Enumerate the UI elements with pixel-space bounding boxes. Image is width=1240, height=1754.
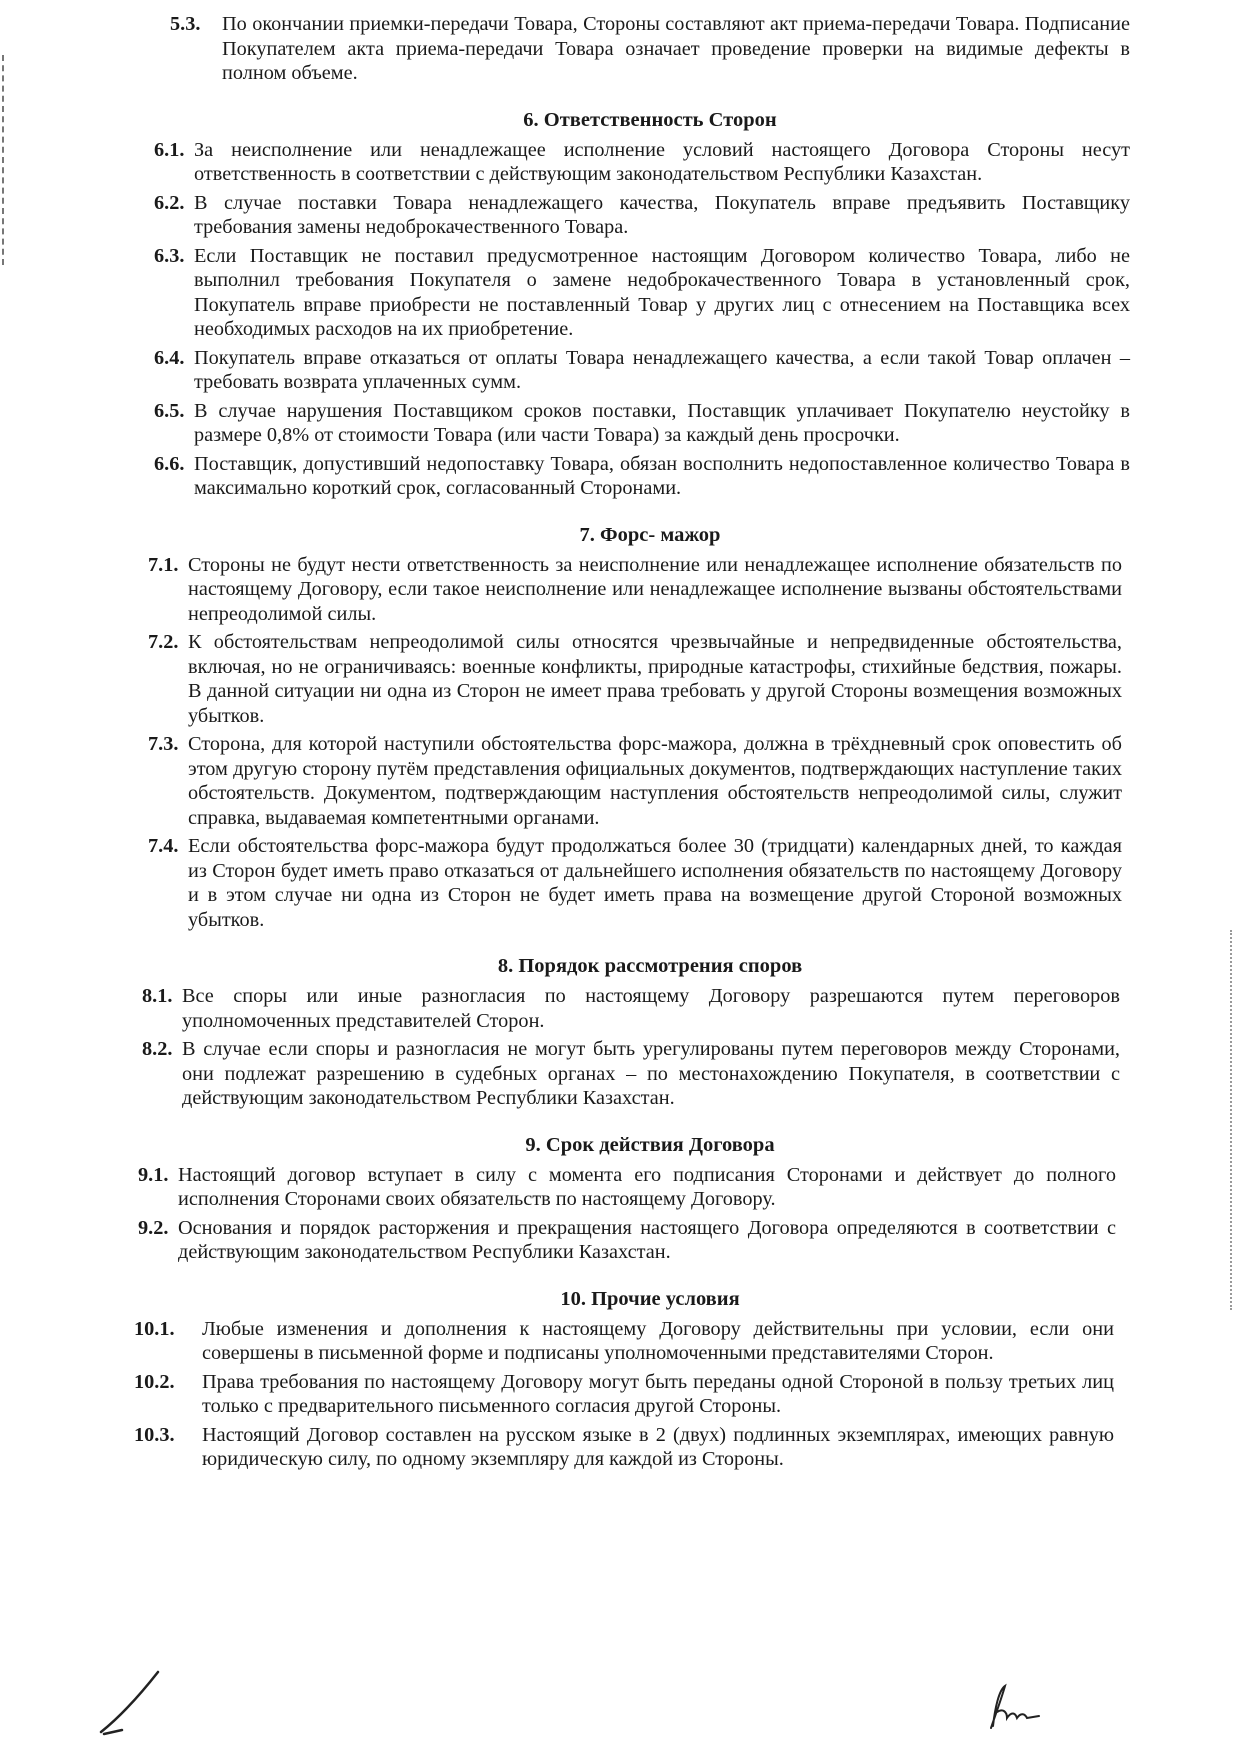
clause-number: 10.3. — [134, 1423, 175, 1446]
clause-number: 9.2. — [138, 1216, 169, 1239]
clause-text: Настоящий договор вступает в силу с момента его подписания Сторонами и действует до полного исполнения Сторонами своих обязательств по настоящему Договору. — [178, 1163, 1116, 1210]
contract-text — [134, 12, 1130, 1472]
clause-text: За неисполнение или ненадлежащее исполнение условий настоящего Договора Стороны несут ответственность в соответствии с действующим законодательством Республики Казахстан. — [194, 138, 1130, 185]
clause-text: Настоящий Договор составлен на русском языке в 2 (двух) подлинных экземплярах, имеющих равную юридическую силу, по одному экземпляру для каждой из Стороны. — [202, 1423, 1114, 1470]
clause-text: Все споры или иные разногласия по настоящему Договору разрешаются путем переговоров уполномоченных представителей Сторон. — [182, 985, 1120, 1032]
clause-text: Стороны не будут нести ответственность за неисполнение или ненадлежащее исполнение обязательств по настоящему Договору, если такое неисполнение или ненадлежащее исполнение вызваны обстоятельствами непреодолимой силы. — [188, 553, 1122, 625]
clause-number: 6.3. — [154, 244, 185, 267]
clause-text: В случае поставки Товара ненадлежащего качества, Покупатель вправе предъявить Поставщику требования замены недоброкачественного Товара. — [194, 191, 1130, 238]
scan-edge-mark — [2, 55, 7, 265]
clause-10-3 — [134, 1423, 1114, 1472]
clause-7-2 — [148, 630, 1122, 728]
clause-number: 10.2. — [134, 1370, 175, 1393]
clause-number: 7.2. — [148, 631, 179, 653]
clause-5-3 — [170, 12, 1130, 86]
clause-number: 8.1. — [142, 985, 173, 1007]
clause-9-1 — [138, 1163, 1116, 1212]
clause-6-3 — [154, 244, 1130, 342]
clause-text: Любые изменения и дополнения к настоящему Договору действительны при условии, если они совершены в письменной форме и подписаны уполномоченными представителями Сторон. — [202, 1317, 1114, 1364]
clause-7-3 — [148, 732, 1122, 830]
scan-edge-mark — [1230, 930, 1234, 1310]
clause-text: Если Поставщик не поставил предусмотренное настоящим Договором количество Товара, либо не выполнил требования Покупателя о замене недоброкачественного Товара в установленный срок, Покупатель вправе приобрести не поставленный Товар у других лиц с отнесением на Поставщика всех необходимых расходов на их приобретение. — [194, 244, 1130, 340]
section-heading-7: 7. Форс- мажор — [579, 523, 721, 546]
signature-right — [985, 1678, 1055, 1738]
clause-number: 7.1. — [148, 553, 179, 576]
section-heading-8: 8. Порядок рассмотрения споров — [497, 955, 803, 977]
clause-6-1 — [154, 138, 1130, 187]
clause-number: 9.1. — [138, 1163, 169, 1186]
clause-text: В случае если споры и разногласия не могут быть урегулированы путем переговоров между Сторонами, они подлежат разрешению в судебных органах – по местонахождению Покупателя, в соответствии с действующим законодательством Республики Казахстан. — [182, 1038, 1120, 1109]
clause-text: К обстоятельствам непреодолимой силы относятся чрезвычайные и непредвиденные обстоятельства, включая, но не ограничиваясь: военные конфликты, природные катастрофы, стихийные бедствия, пожары. В данной ситуации ни одна из Сторон не имеет права требовать у другой Стороны возмещения возможных убытков. — [188, 631, 1122, 727]
clause-number: 8.2. — [142, 1038, 173, 1060]
clause-text: Основания и порядок расторжения и прекращения настоящего Договора определяются в соответствии с действующим законодательством Республики Казахстан. — [178, 1216, 1116, 1263]
clause-text: Права требования по настоящему Договору могут быть переданы одной Стороной в пользу третьих лиц только с предварительного письменного согласия другой Стороны. — [202, 1370, 1114, 1417]
clause-text: Поставщик, допустивший недопоставку Товара, обязан восполнить недопоставленное количество Товара в максимально короткий срок, согласованный Сторонами. — [194, 452, 1130, 499]
clause-9-2 — [138, 1216, 1116, 1265]
clause-8-2 — [142, 1037, 1120, 1111]
clause-text: Сторона, для которой наступили обстоятельства форс-мажора, должна в трёхдневный срок оповестить об этом другую сторону путём представления официальных документов, подтверждающих наступление таких обстоятельств. Документом, подтверждающим наступления обстоятельств непреодолимой силы, служит справка, выдаваемая компетентными органами. — [188, 733, 1122, 829]
clause-number: 5.3. — [170, 13, 201, 35]
clause-number: 7.4. — [148, 835, 179, 857]
clause-6-5 — [154, 399, 1130, 448]
clause-text: Покупатель вправе отказаться от оплаты Товара ненадлежащего качества, а если такой Товар оплачен – требовать возврата уплаченных сумм. — [194, 346, 1130, 393]
clause-6-4 — [154, 346, 1130, 395]
clause-text: В случае нарушения Поставщиком сроков поставки, Поставщик уплачивает Покупателю неустойку в размере 0,8% от стоимости Товара (или части Товара) за каждый день просрочки. — [194, 399, 1130, 446]
clause-number: 6.5. — [154, 399, 185, 422]
clause-10-1 — [134, 1317, 1114, 1366]
clause-text: Если обстоятельства форс-мажора будут продолжаться более 30 (тридцати) календарных дней, то каждая из Сторон будет иметь право отказаться от дальнейшего исполнения обязательств по настоящему Договору и в этом случае ни одна из Сторон не будет иметь права на возмещение другой Стороной возможных убытков. — [188, 835, 1122, 931]
clause-6-2 — [154, 191, 1130, 240]
signature-left — [96, 1660, 176, 1740]
section-heading-10: 10. Прочие условия — [560, 1287, 740, 1310]
clause-7-1 — [148, 553, 1122, 627]
clause-text: По окончании приемки-передачи Товара, Стороны составляют акт приема-передачи Товара. Подписание Покупателем акта приема-передачи Товара означает проведение проверки на видимые дефекты в полном объеме. — [222, 13, 1130, 84]
clause-number: 10.1. — [134, 1317, 175, 1340]
section-heading-9: 9. Срок действия Договора — [525, 1133, 775, 1156]
clause-number: 6.2. — [154, 191, 185, 214]
clause-7-4 — [148, 834, 1122, 932]
clause-8-1 — [142, 984, 1120, 1033]
clause-number: 7.3. — [148, 733, 179, 755]
clause-number: 6.4. — [154, 346, 185, 369]
clause-10-2 — [134, 1370, 1114, 1419]
clause-6-6 — [154, 452, 1130, 501]
clause-number: 6.6. — [154, 452, 185, 475]
clause-number: 6.1. — [154, 138, 185, 161]
section-heading-6: 6. Ответственность Сторон — [523, 108, 777, 131]
